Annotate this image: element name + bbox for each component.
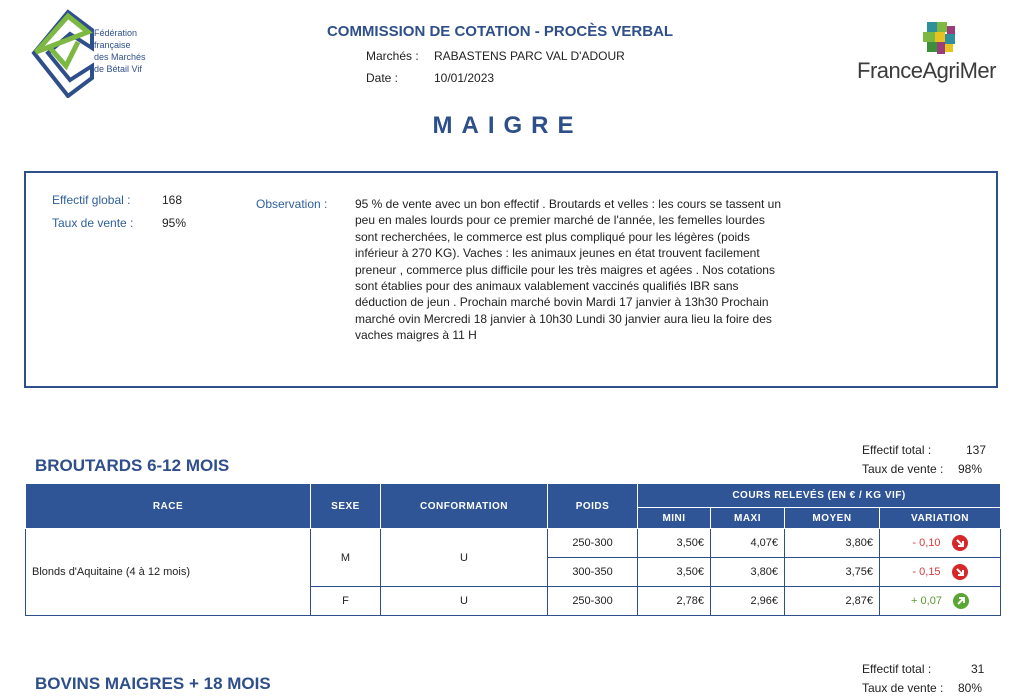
logo-text-line1: Fédération bbox=[94, 28, 138, 38]
section1-effectif-value: 137 bbox=[966, 443, 987, 457]
section-title-broutards: BROUTARDS 6-12 MOIS bbox=[35, 456, 230, 475]
arrow-down-right-icon bbox=[952, 564, 968, 580]
arrow-up-right-icon bbox=[953, 593, 969, 609]
moyen-cell: 2,87€ bbox=[785, 587, 880, 616]
col-header-variation: VARIATION bbox=[880, 508, 1001, 529]
moyen-cell: 3,75€ bbox=[785, 558, 880, 587]
col-header-maxi: MAXI bbox=[711, 508, 785, 529]
col-header-mini: MINI bbox=[638, 508, 711, 529]
variation-value: + 0,07 bbox=[911, 594, 942, 607]
section-title-bovins-maigres: BOVINS MAIGRES + 18 MOIS bbox=[35, 674, 271, 693]
section1-taux-label: Taux de vente : bbox=[862, 462, 944, 476]
date-label: Date : bbox=[366, 71, 399, 85]
broutards-price-table bbox=[25, 483, 1000, 616]
date-value: 10/01/2023 bbox=[434, 71, 495, 85]
poids-cell: 250-300 bbox=[548, 529, 638, 558]
logo-text-line3: des Marchés bbox=[94, 52, 146, 62]
section1-taux-value: 98% bbox=[958, 462, 983, 476]
sexe-cell: F bbox=[311, 587, 381, 616]
variation-cell bbox=[880, 558, 1001, 587]
maxi-cell: 2,96€ bbox=[711, 587, 785, 616]
franceagrimer-wordmark: FranceAgriMer bbox=[857, 58, 996, 83]
mini-cell: 3,50€ bbox=[638, 558, 711, 587]
ffmbv-logo bbox=[30, 8, 150, 98]
logo-text-line2: française bbox=[94, 40, 131, 50]
col-header-race: RACE bbox=[26, 484, 311, 529]
arrow-down-right-icon bbox=[952, 535, 968, 551]
variation-value: - 0,10 bbox=[912, 536, 941, 549]
mini-cell: 2,78€ bbox=[638, 587, 711, 616]
maxi-cell: 3,80€ bbox=[711, 558, 785, 587]
sexe-cell: M bbox=[311, 529, 381, 587]
effectif-global-label: Effectif global : bbox=[52, 193, 131, 207]
market-value: RABASTENS PARC VAL D'ADOUR bbox=[434, 49, 625, 63]
document-title: COMMISSION DE COTATION - PROCÈS VERBAL bbox=[326, 23, 674, 40]
observation-label: Observation : bbox=[256, 197, 328, 211]
col-header-conformation: CONFORMATION bbox=[381, 484, 548, 529]
market-label: Marchés : bbox=[366, 49, 419, 63]
conformation-cell: U bbox=[381, 587, 548, 616]
poids-cell: 300-350 bbox=[548, 558, 638, 587]
taux-vente-value: 95% bbox=[162, 216, 187, 230]
page-title: MAIGRE bbox=[432, 112, 583, 139]
moyen-cell: 3,80€ bbox=[785, 529, 880, 558]
section1-effectif-label: Effectif total : bbox=[862, 443, 932, 457]
mini-cell: 3,50€ bbox=[638, 529, 711, 558]
variation-value: - 0,15 bbox=[912, 565, 941, 578]
observation-text: 95 % de vente avec un bon effectif . Broutards et velles : les cours se tassent un peu en males lourds pour ce premier marché de l'année, les femelles lourdes sont recherchées, le commerce est plus compliqué pour les légères (poids inférieur à 270 KG). Vaches : les animaux jeunes en état trouvent facilement preneur , commerce plus difficile pour les très maigres et agées . Nos cotations sont établies pour des animaux valablement vaccinés qualifiés IBR sans déduction de jeun . Prochain marché bovin Mardi 17 janvier à 13h30 Prochain marché ovin Mercredi 18 janvier à 10h30 Lundi 30 janvier aura lieu la foire des vaches maigres à 11 H bbox=[355, 197, 782, 343]
col-header-cours-group: COURS RELEVÉS (EN € / KG VIF) bbox=[638, 484, 1001, 508]
variation-cell bbox=[880, 529, 1001, 558]
effectif-global-value: 168 bbox=[162, 193, 183, 207]
conformation-cell: U bbox=[381, 529, 548, 587]
poids-cell: 250-300 bbox=[548, 587, 638, 616]
section2-effectif-label: Effectif total : bbox=[862, 662, 932, 676]
col-header-sexe: SEXE bbox=[311, 484, 381, 529]
col-header-poids: POIDS bbox=[548, 484, 638, 529]
logo-text-line4: de Bétail Vif bbox=[94, 64, 142, 74]
taux-vente-label: Taux de vente : bbox=[52, 216, 134, 230]
maxi-cell: 4,07€ bbox=[711, 529, 785, 558]
variation-cell bbox=[880, 587, 1001, 616]
section2-effectif-value: 31 bbox=[971, 662, 985, 676]
race-cell: Blonds d'Aquitaine (4 à 12 mois) bbox=[26, 529, 311, 616]
table-row bbox=[26, 529, 1001, 558]
section2-taux-label: Taux de vente : bbox=[862, 681, 944, 695]
section2-taux-value: 80% bbox=[958, 681, 983, 695]
col-header-moyen: MOYEN bbox=[785, 508, 880, 529]
